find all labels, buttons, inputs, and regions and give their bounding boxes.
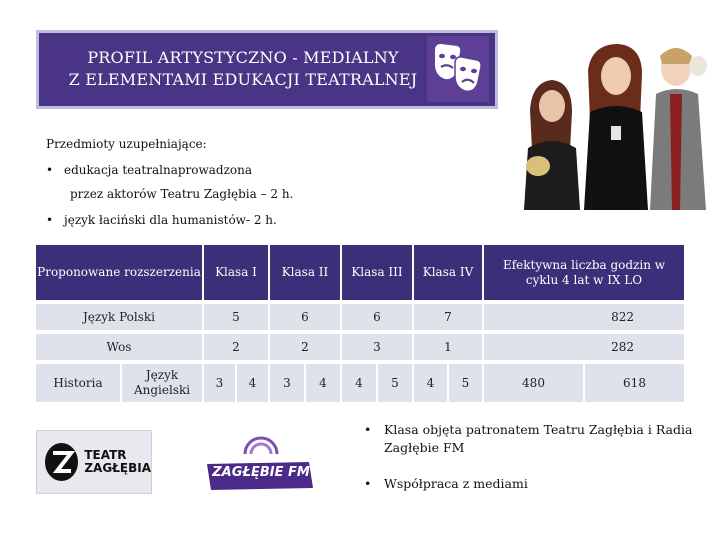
teatr-logo-line2: ZAGŁĘBIA	[84, 461, 151, 475]
row-polski-class-2: 6	[270, 304, 340, 330]
row-hist-class-3b: 5	[378, 364, 412, 402]
radio-logo-text: ZAGŁĘBIE FM	[212, 465, 310, 480]
teatr-z-icon	[45, 443, 78, 481]
students-photo	[510, 30, 710, 210]
row-hist-total-angielski: 618	[585, 364, 684, 402]
patronage-notes	[360, 421, 710, 493]
title-banner	[36, 30, 498, 109]
row-wos-label: Wos	[36, 334, 202, 360]
header-class-1: Klasa I	[204, 245, 268, 300]
hours-table	[36, 245, 684, 403]
row-polski-label: Język Polski	[36, 304, 202, 330]
subject-item-theatre: • edukacja teatralnaprowadzona	[46, 162, 293, 179]
row-polski-class-4: 7	[414, 304, 482, 330]
row-hist-class-4b: 5	[449, 364, 482, 402]
row-wos-total: 282	[484, 334, 684, 360]
row-wos-class-3: 3	[342, 334, 412, 360]
header-total-hours: Efektywna liczba godzin w cyklu 4 lat w IX LO	[484, 245, 684, 300]
row-hist-class-2a: 3	[270, 364, 304, 402]
note-media: • Współpraca z mediami	[360, 475, 710, 493]
radio-zaglebie-fm-logo	[205, 436, 317, 496]
row-angielski-label: Język Angielski	[122, 364, 202, 402]
note-patronage: • Klasa objęta patronatem Teatru Zagłębia i Radia Zagłębie FM	[360, 421, 710, 457]
row-polski-total: 822	[484, 304, 684, 330]
subjects-intro	[46, 136, 293, 229]
subject-item-latin: • język łaciński dla humanistów- 2 h.	[46, 212, 293, 229]
row-hist-class-3a: 4	[342, 364, 376, 402]
row-hist-class-1b: 4	[237, 364, 268, 402]
teatr-zaglebia-logo	[36, 430, 152, 494]
row-polski-class-3: 6	[342, 304, 412, 330]
page-title	[43, 47, 443, 91]
title-banner-body	[39, 33, 495, 106]
row-wos-class-2: 2	[270, 334, 340, 360]
row-hist-total-historia: 480	[484, 364, 583, 402]
header-class-4: Klasa IV	[414, 245, 482, 300]
header-class-2: Klasa II	[270, 245, 340, 300]
header-extensions: Proponowane rozszerzenia	[36, 245, 202, 300]
row-historia-label: Historia	[36, 364, 120, 402]
row-hist-class-2b: 4	[306, 364, 340, 402]
teatr-logo-text	[84, 449, 151, 475]
theatre-masks-icon	[427, 36, 489, 102]
row-hist-class-1a: 3	[204, 364, 235, 402]
subjects-heading: Przedmioty uzupełniające:	[46, 137, 207, 151]
row-wos-class-4: 1	[414, 334, 482, 360]
row-hist-class-4a: 4	[414, 364, 447, 402]
header-class-3: Klasa III	[342, 245, 412, 300]
row-wos-class-1: 2	[204, 334, 268, 360]
teatr-logo-line1: TEATR	[84, 448, 127, 462]
row-polski-class-1: 5	[204, 304, 268, 330]
page-title-line2: Z ELEMENTAMI EDUKACJI TEATRALNEJ	[68, 70, 418, 89]
subject-item-theatre-cont: przez aktorów Teatru Zagłębia – 2 h.	[70, 187, 294, 201]
page-title-line1: PROFIL ARTYSTYCZNO - MEDIALNY	[87, 48, 399, 67]
